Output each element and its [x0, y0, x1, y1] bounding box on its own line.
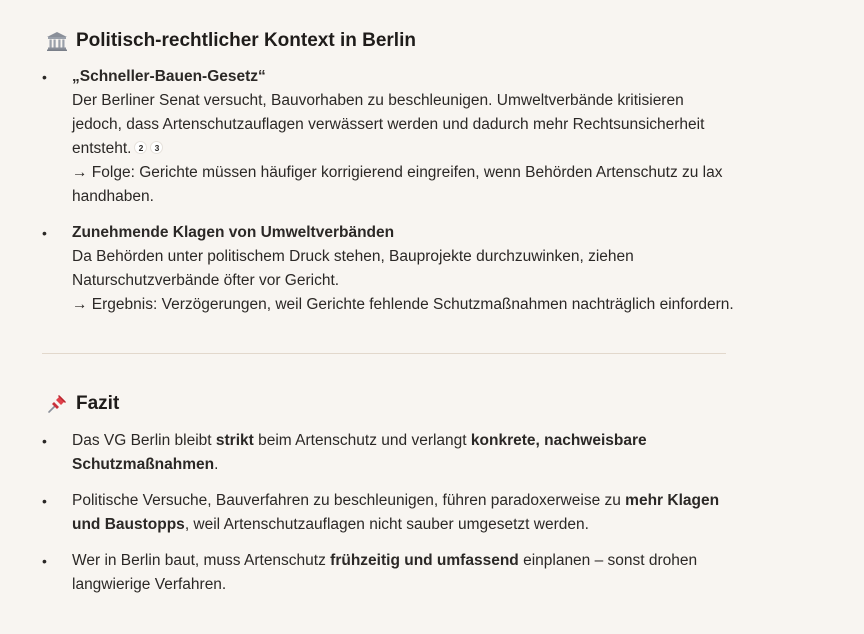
section-heading-context — [46, 30, 416, 52]
item-consequence: → Folge: Gerichte müssen häufiger korrigierend eingreifen, wenn Behörden Artenschutz zu lax handhaben. — [72, 164, 723, 205]
list-item — [0, 65, 864, 209]
item-consequence: → Ergebnis: Verzögerungen, weil Gerichte fehlende Schutzmaßnahmen nachträglich einfordern. — [72, 296, 734, 313]
list-item: • Das VG Berlin bleibt strikt beim Artenschutz und verlangt konkrete, nachweisbare Schutzmaßnahmen. — [0, 429, 864, 477]
citation-badge[interactable]: 2 — [134, 141, 147, 154]
citation-badge[interactable]: 3 — [150, 141, 163, 154]
list-item: • Politische Versuche, Bauverfahren zu beschleunigen, führen paradoxerweise zu mehr Klagen und Baustopps, weil Artenschutzauflagen nicht sauber umgesetzt werden. — [0, 489, 864, 537]
classical-building-icon — [46, 30, 68, 52]
bullet: • — [42, 69, 47, 85]
bullet: • — [42, 493, 47, 509]
section-title: Fazit — [76, 393, 120, 414]
section-heading-fazit — [46, 393, 119, 415]
item-text: Da Behörden unter politischem Druck stehen, Bauprojekte durchzuwinken, ziehen Naturschutzverbände öfter vor Gericht. — [72, 248, 634, 289]
divider — [42, 353, 726, 354]
bullet: • — [42, 433, 47, 449]
context-list — [0, 65, 864, 317]
list-item — [0, 221, 864, 317]
item-title: Zunehmende Klagen von Umweltverbänden — [72, 224, 395, 241]
list-item: • Wer in Berlin baut, muss Artenschutz frühzeitig und umfassend einplanen – sonst drohen langwierige Verfahren. — [0, 549, 864, 597]
fazit-list — [0, 429, 864, 597]
bullet: • — [42, 225, 47, 241]
section-title: Politisch-rechtlicher Kontext in Berlin — [76, 30, 416, 51]
item-text: Der Berliner Senat versucht, Bauvorhaben zu beschleunigen. Umweltverbände kritisieren jedoch, dass Artenschutzauflagen verwässert werden und dadurch mehr Rechtsunsicherheit entsteht. 2 3 — [72, 92, 705, 157]
pushpin-icon — [46, 393, 68, 415]
item-title: „Schneller-Bauen-Gesetz“ — [72, 68, 266, 85]
bullet: • — [42, 553, 47, 569]
